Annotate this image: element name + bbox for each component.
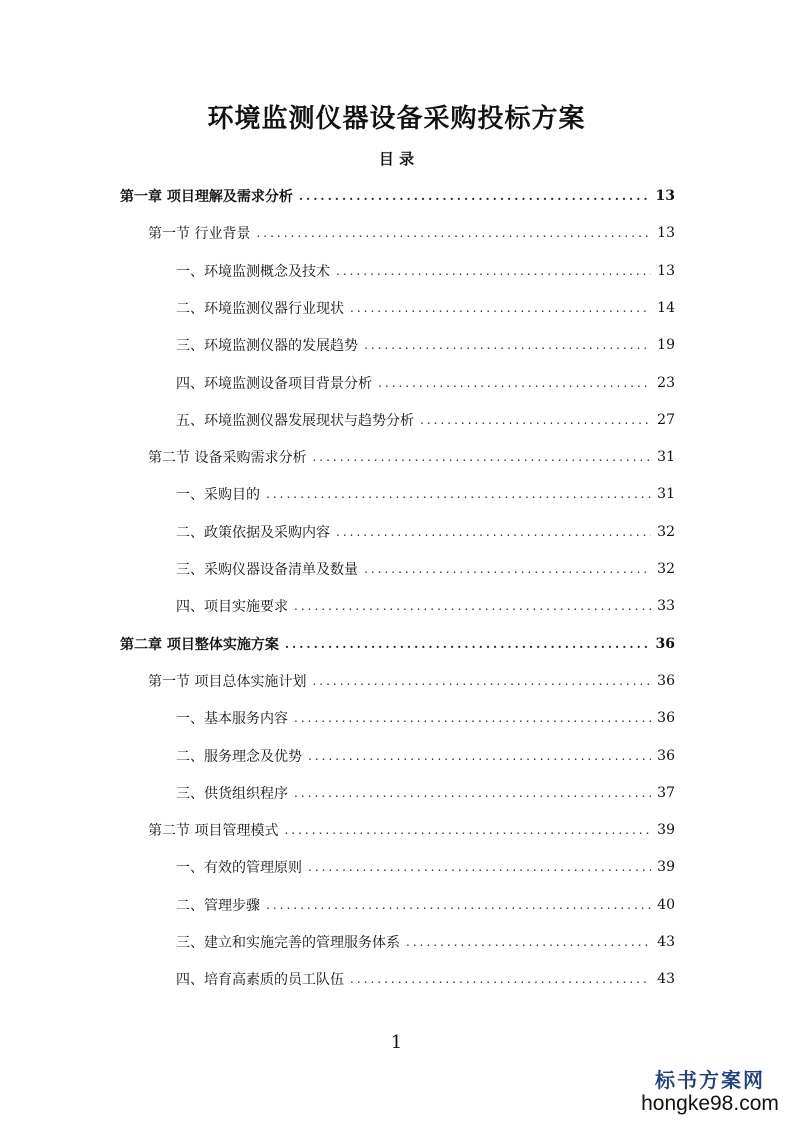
toc-entry[interactable] [120,177,675,215]
toc-dot-leader [378,376,651,390]
toc-entry-page: 13 [657,225,675,242]
toc-entry-label: 五、环境监测仪器发展现状与趋势分析 [176,412,414,429]
toc-dot-leader [308,860,651,874]
watermark-name: 标书方案网 [655,1068,765,1092]
toc-dot-leader [406,935,651,949]
toc-entry-page: 14 [657,299,675,316]
toc-entry-label: 第二章 项目整体实施方案 [120,636,279,653]
toc-entry[interactable] [176,699,675,737]
toc-entry-label: 三、采购仪器设备清单及数量 [176,562,358,578]
toc-dot-leader [256,226,651,240]
toc-dot-leader [336,525,651,539]
page-number: 1 [390,1032,403,1053]
toc-dot-leader [312,674,651,688]
toc-entry-page: 37 [657,784,675,801]
toc-dot-leader [364,338,651,352]
toc-dot-leader [350,972,651,986]
toc-entry-label: 二、政策依据及采购内容 [176,524,330,541]
toc-dot-leader [350,301,651,315]
toc-entry-label: 三、环境监测仪器的发展趋势 [176,338,358,355]
toc-entry-label: 第一节 行业背景 [148,226,251,243]
toc-entry-page: 23 [657,374,675,391]
toc-dot-leader [299,189,650,203]
toc-entry[interactable] [176,737,675,775]
toc-entry[interactable] [176,960,675,998]
toc-entry[interactable] [148,811,675,849]
toc-entry-page: 36 [657,710,675,727]
toc-entry-label: 一、有效的管理原则 [176,860,302,877]
toc-entry[interactable] [176,848,675,886]
toc-entry[interactable] [148,662,675,700]
toc-entry[interactable] [176,550,675,588]
toc-entry[interactable] [176,923,675,961]
toc-entry[interactable] [176,587,675,625]
toc-entry-page: 19 [657,337,675,354]
toc-entry-page: 33 [657,598,675,615]
toc-heading: 目 录 [378,150,415,168]
toc-entry[interactable] [148,214,675,252]
toc-dot-leader [294,786,651,800]
toc-entry-page: 39 [657,822,675,839]
toc-entry-page: 31 [657,486,675,503]
toc-entry-page: 39 [657,859,675,876]
toc-entry-page: 13 [655,188,675,204]
toc-entry-label: 二、管理步骤 [176,897,260,914]
toc-entry-page: 36 [657,672,675,689]
toc-entry-label: 二、服务理念及优势 [176,748,302,765]
toc-entry-page: 32 [657,561,675,577]
toc-entry-page: 40 [657,896,675,913]
toc-entry[interactable] [148,438,675,476]
toc-entry[interactable] [176,364,675,402]
toc-entry-page: 27 [657,411,675,428]
toc-entry-label: 第一章 项目理解及需求分析 [120,189,293,205]
toc-entry-label: 四、环境监测设备项目背景分析 [176,375,372,392]
toc-entry[interactable] [176,886,675,924]
toc-dot-leader [308,749,651,763]
toc-entry-label: 四、项目实施要求 [176,599,288,616]
toc-dot-leader [420,413,651,427]
toc-entry-label: 三、建立和实施完善的管理服务体系 [176,935,400,951]
toc-dot-leader [284,823,651,837]
toc-entry-label: 第二节 项目管理模式 [148,823,279,840]
toc-entry[interactable] [176,475,675,513]
toc-entry-label: 四、培育高素质的员工队伍 [176,972,344,989]
toc-dot-leader [336,264,651,278]
toc-dot-leader [294,711,651,725]
toc-entry-label: 一、基本服务内容 [176,711,288,728]
toc-entry[interactable] [176,289,675,327]
toc-entry-label: 三、供货组织程序 [176,785,288,802]
toc-dot-leader [266,898,651,912]
toc-entry-page: 31 [657,449,675,466]
toc-entry-label: 第一节 项目总体实施计划 [148,673,307,690]
toc-entry-page: 36 [655,635,675,652]
toc-dot-leader [294,599,651,613]
toc-entry-label: 一、环境监测概念及技术 [176,263,330,280]
toc-entry[interactable] [176,252,675,290]
toc-entry-label: 第二节 设备采购需求分析 [148,450,307,467]
toc-dot-leader [266,487,651,501]
toc-entry-label: 一、采购目的 [176,487,260,504]
watermark-logo [635,1068,785,1116]
toc-dot-leader [364,562,651,576]
toc-entry[interactable] [176,401,675,439]
toc-entry[interactable] [176,774,675,812]
toc-entry-page: 36 [657,747,675,764]
toc-entry-page: 32 [657,523,675,540]
watermark-url: hongke98.com [641,1092,779,1115]
toc-dot-leader [312,450,651,464]
toc-entry-label: 二、环境监测仪器行业现状 [176,300,344,317]
toc-entry[interactable] [176,326,675,364]
toc-dot-leader [285,637,650,651]
toc-entry-page: 43 [657,971,675,988]
toc-entry[interactable] [176,513,675,551]
toc-entry[interactable] [120,625,675,663]
toc-entry-page: 13 [657,262,675,279]
toc-entry-page: 43 [657,934,675,950]
document-title: 环境监测仪器设备采购投标方案 [207,104,586,134]
